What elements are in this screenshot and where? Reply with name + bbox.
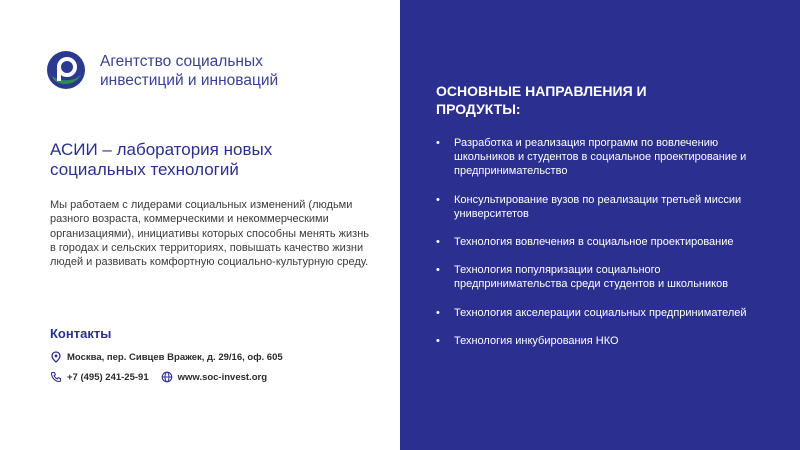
intro-description: Мы работаем с лидерами социальных изменений (людьми разного возраста, коммерческими и некоммерческими организациями), инициативы которых способны менять жизнь в городах и сельских территориях, повышать качество жизни людей и развивать комфортную социально-культурную среду. <box>50 199 370 269</box>
list-item <box>436 193 776 221</box>
list-item-text: Технология вовлечения в социальное проектирование <box>454 236 734 249</box>
contact-phone-web <box>50 371 267 383</box>
contact-phone-text[interactable]: +7 (495) 241-25-91 <box>67 371 149 383</box>
bullet-icon: • <box>436 236 440 249</box>
organization-name <box>100 52 390 90</box>
list-item-text: Консультирование вузов по реализации третьей миссии университетов <box>454 193 742 220</box>
contacts-title: Контакты <box>50 326 112 341</box>
intro-headline-line2: социальных технологий <box>50 160 239 179</box>
bullet-icon: • <box>436 193 440 206</box>
list-item <box>436 306 776 320</box>
list-item-text: Технология акселерации социальных предпринимателей <box>454 306 747 319</box>
list-item <box>436 334 776 348</box>
bullet-icon: • <box>436 334 440 347</box>
list-item <box>436 235 776 249</box>
map-pin-icon <box>50 351 62 363</box>
bullet-icon: • <box>436 137 440 149</box>
list-item <box>436 136 776 179</box>
intro-headline-line1: АСИИ – лаборатория новых <box>50 140 273 159</box>
directions-title <box>436 82 766 118</box>
asii-logo-icon <box>46 50 86 90</box>
contact-website-link[interactable]: www.soc-invest.org <box>177 371 267 383</box>
organization-name-line1: Агентство социальных <box>100 53 263 70</box>
bullet-icon: • <box>436 264 440 277</box>
contact-address <box>50 351 283 363</box>
organization-name-line2: инвестиций и инноваций <box>100 72 279 89</box>
intro-headline <box>50 140 380 180</box>
list-item-text: Технология популяризации социального предпринимательства среди студентов и школьников <box>454 264 729 291</box>
globe-icon <box>161 371 173 383</box>
directions-title-line2: ПРОДУКТЫ: <box>436 101 521 117</box>
bullet-icon: • <box>436 306 440 319</box>
list-item <box>436 263 776 291</box>
contact-address-text: Москва, пер. Сивцев Вражек, д. 29/16, оф. 605 <box>67 351 283 363</box>
directions-list <box>436 136 776 348</box>
list-item-text: Технология инкубирования НКО <box>454 334 619 347</box>
list-item-text: Разработка и реализация программ по вовлечению школьников и студентов в социальное проектирование и предпринимательство <box>454 137 747 178</box>
phone-icon <box>50 371 62 383</box>
directions-title-line1: ОСНОВНЫЕ НАПРАВЛЕНИЯ И <box>436 83 647 99</box>
